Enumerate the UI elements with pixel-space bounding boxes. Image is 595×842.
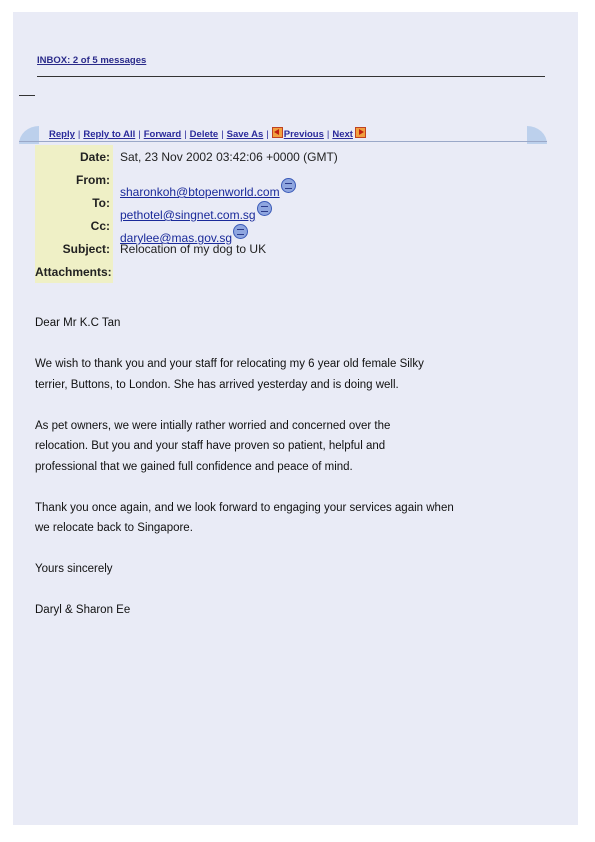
attachments-row: [35, 260, 555, 283]
cc-label: Cc:: [35, 214, 113, 237]
body-line: we relocate back to Singapore.: [35, 522, 193, 534]
subject-value: Relocation of my dog to UK: [120, 242, 267, 256]
save-as-link[interactable]: Save As: [226, 129, 264, 140]
message-body: [35, 313, 535, 641]
next-link[interactable]: Next: [332, 129, 353, 140]
separator: |: [77, 129, 81, 140]
subject-label: Subject:: [35, 237, 113, 260]
to-email-link[interactable]: pethotel@singnet.com.sg: [120, 208, 256, 222]
inbox-status[interactable]: INBOX: 2 of 5 messages: [37, 55, 147, 66]
reply-all-link[interactable]: Reply to All: [83, 129, 136, 140]
from-email-link[interactable]: sharonkoh@btopenworld.com: [120, 185, 280, 199]
body-line: relocation. But you and your staff have proven so patient, helpful and: [35, 440, 386, 452]
body-line: We wish to thank you and your staff for relocating my 6 year old female Silky: [35, 358, 424, 370]
toolbar-rule: [19, 141, 547, 142]
left-arrow-icon[interactable]: [272, 127, 283, 138]
date-row: [35, 145, 555, 168]
previous-link[interactable]: Previous: [283, 129, 324, 140]
delete-link[interactable]: Delete: [189, 129, 219, 140]
from-label: From:: [35, 168, 113, 191]
separator: |: [266, 129, 269, 140]
right-arrow-icon[interactable]: [355, 127, 366, 138]
action-links: [49, 127, 366, 140]
message-header: [35, 145, 555, 283]
paragraph: [35, 354, 535, 395]
cc-email-link[interactable]: darylee@mas.gov.sg: [120, 231, 233, 245]
action-toolbar: [19, 126, 547, 142]
greeting: Dear Mr K.C Tan: [35, 317, 121, 329]
body-line: As pet owners, we were intially rather worried and concerned over the: [35, 419, 391, 432]
separator: |: [221, 129, 224, 140]
reply-link[interactable]: Reply: [49, 129, 75, 140]
subject-row: [35, 237, 555, 260]
date-value: Sat, 23 Nov 2002 03:42:06 +0000 (GMT): [120, 150, 338, 164]
cc-row: [35, 214, 555, 245]
to-label: To:: [35, 191, 113, 214]
divider-short: [19, 95, 35, 96]
to-row: [35, 191, 555, 222]
body-line: professional that we gained full confidence and peace of mind.: [35, 460, 353, 473]
separator: |: [326, 129, 330, 140]
paragraph: [35, 498, 535, 539]
attachments-label: Attachments:: [35, 260, 113, 283]
divider: [37, 76, 545, 77]
from-row: [35, 168, 555, 199]
closing: Yours sincerely: [35, 563, 113, 575]
separator: |: [138, 129, 141, 140]
paragraph: [35, 416, 535, 478]
body-line: terrier, Buttons, to London. She has arrived yesterday and is doing well.: [35, 378, 399, 391]
forward-link[interactable]: Forward: [143, 129, 182, 140]
separator: |: [184, 129, 187, 140]
date-label: Date:: [35, 145, 113, 168]
body-line: Thank you once again, and we look forward to engaging your services again when: [35, 501, 454, 514]
signature: Daryl & Sharon Ee: [35, 604, 131, 616]
